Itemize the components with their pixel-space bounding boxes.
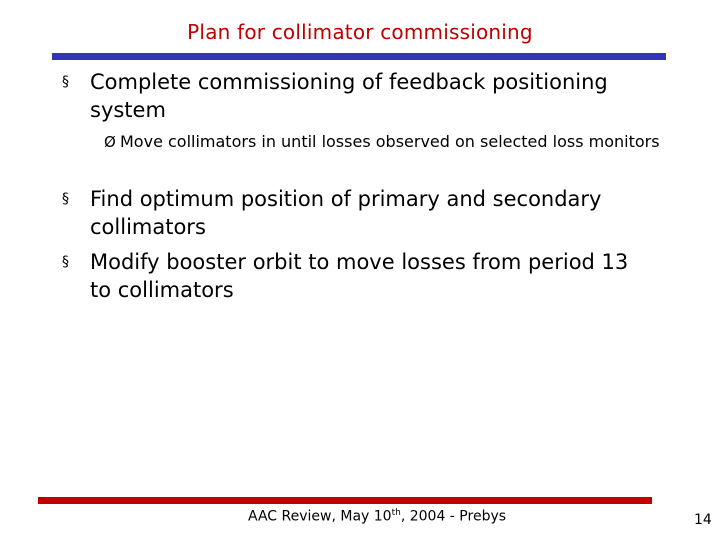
bullet-marker: § xyxy=(62,74,69,90)
bullet-marker: § xyxy=(62,254,69,270)
bullet-text: Find optimum position of primary and secondary collimators xyxy=(90,187,602,239)
footer-post: , 2004 - Prebys xyxy=(400,508,507,525)
bullet-text: Modify booster orbit to move losses from period 13 to collimators xyxy=(90,250,629,302)
footer-pre: AAC Review, May 10 xyxy=(248,508,392,525)
bullet-marker: § xyxy=(62,191,69,207)
slide-title: Plan for collimator commissioning xyxy=(187,20,533,44)
sub-bullet-text: Move collimators in until losses observed on selected loss monitors xyxy=(120,132,660,151)
bullet-text: Complete commissioning of feedback positioning system xyxy=(90,70,608,122)
footer-sup: th xyxy=(391,508,401,518)
title-divider xyxy=(52,53,666,60)
page-number: 14 xyxy=(694,512,712,528)
arrow-bullet-icon: Ø xyxy=(104,133,116,151)
footer-divider xyxy=(38,497,652,504)
footer-text xyxy=(248,508,506,525)
